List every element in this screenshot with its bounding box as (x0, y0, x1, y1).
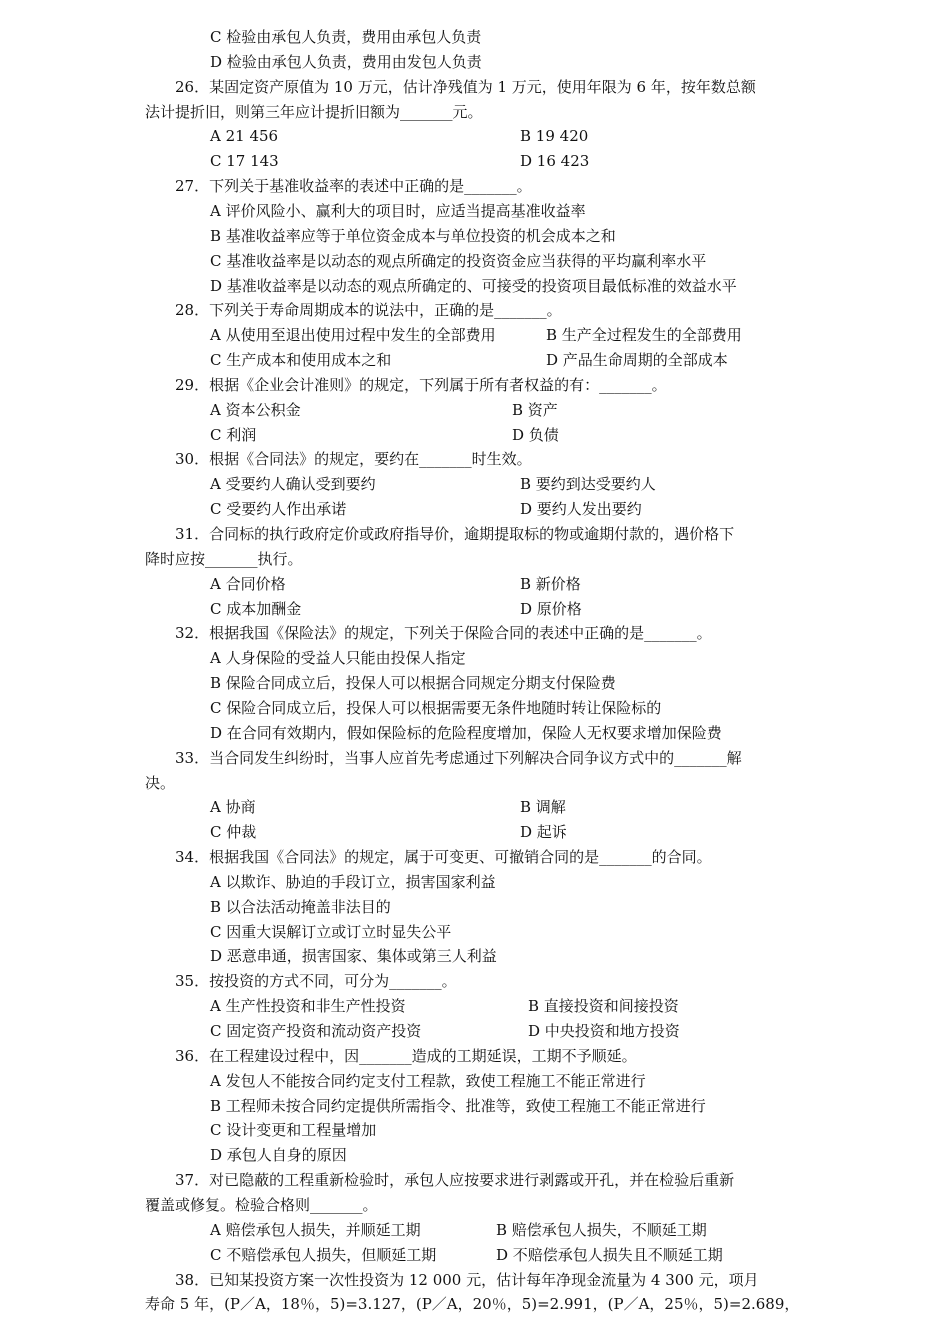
question-line: 32．根据我国《保险法》的规定，下列关于保险合同的表述中正确的是_______。 (175, 624, 712, 643)
option-line: D 基准收益率是以动态的观点所确定的、可接受的投资项目最低标准的效益水平 (210, 276, 737, 295)
option-line-right: D 不赔偿承包人损失且不顺延工期 (496, 1245, 723, 1264)
question-line: 34．根据我国《合同法》的规定，属于可变更、可撤销合同的是_______的合同。 (175, 848, 712, 867)
option-line: A 生产性投资和非生产性投资 (210, 997, 406, 1016)
option-line-right: B 生产全过程发生的全部费用 (546, 326, 742, 345)
question-line: 38．已知某投资方案一次性投资为 12 000 元，估计每年净现金流量为 4 300 元，项月 (175, 1270, 759, 1289)
option-line: A 受要约人确认受到要约 (210, 475, 376, 494)
option-line: C 利润 (210, 425, 257, 444)
question-line: 26．某固定资产原值为 10 万元，估计净残值为 1 万元，使用年限为 6 年，按年数总额 (175, 77, 756, 96)
option-line: B 以合法活动掩盖非法目的 (210, 897, 391, 916)
option-line-right: B 直接投资和间接投资 (528, 997, 679, 1016)
option-line: A 评价风险小、赢利大的项目时，应适当提高基准收益率 (210, 201, 586, 220)
option-line: A 协商 (210, 798, 256, 817)
option-line-right: D 起诉 (520, 823, 567, 842)
option-line: C 受要约人作出承诺 (210, 500, 347, 519)
option-line: D 承包人自身的原因 (210, 1146, 347, 1165)
option-line: A 赔偿承包人损失，并顺延工期 (210, 1220, 421, 1239)
option-line-right: B 调解 (520, 798, 566, 817)
question-line: 31．合同标的执行政府定价或政府指导价，逾期提取标的物或逾期付款的，遇价格下 (175, 525, 735, 543)
option-line: D 在合同有效期内，假如保险标的危险程度增加，保险人无权要求增加保险费 (210, 723, 722, 742)
option-line-right: B 赔偿承包人损失，不顺延工期 (496, 1220, 707, 1239)
option-line-right: B 新价格 (520, 574, 581, 593)
question-line: 29．根据《企业会计准则》的规定，下列属于所有者权益的有：_______。 (175, 375, 667, 394)
option-line: C 因重大误解订立或订立时显失公平 (210, 922, 452, 941)
question-line: 27．下列关于基准收益率的表述中正确的是_______。 (175, 177, 532, 196)
option-line: A 发包人不能按合同约定支付工程款，致使工程施工不能正常进行 (210, 1071, 646, 1090)
option-line: C 仲裁 (210, 823, 257, 842)
option-line-right: D 中央投资和地方投资 (528, 1022, 680, 1040)
question-line: 37．对已隐蔽的工程重新检验时，承包人应按要求进行剥露或开孔，并在检验后重新 (175, 1171, 735, 1190)
option-line-right: D 产品生命周期的全部成本 (546, 351, 728, 370)
option-line: D 恶意串通，损害国家、集体或第三人利益 (210, 947, 497, 966)
option-line-right: D 要约人发出要约 (520, 500, 642, 519)
option-line: C 不赔偿承包人损失，但顺延工期 (210, 1245, 437, 1264)
option-line: C 基准收益率是以动态的观点所确定的投资资金应当获得的平均赢利率水平 (210, 251, 707, 270)
option-line-right: D 16 423 (520, 152, 590, 171)
option-line: C 17 143 (210, 152, 279, 171)
option-line: A 21 456 (210, 127, 279, 146)
question-line: 33．当合同发生纠纷时，当事人应首先考虑通过下列解决合同争议方式中的_______解 (175, 748, 742, 767)
question-line: 覆盖或修复。检验合格则_______。 (145, 1195, 378, 1214)
question-line: 寿命 5 年，(P／A，18％，5)=3.127，(P／A，20％，5)=2.991，(P／A，25％，5)=2.689， (145, 1295, 800, 1314)
option-line: A 资本公积金 (210, 400, 301, 419)
option-line-right: D 负债 (512, 425, 559, 444)
option-line: C 生产成本和使用成本之和 (210, 351, 392, 370)
option-line: A 合同价格 (210, 574, 286, 593)
question-line: 30．根据《合同法》的规定，要约在_______时生效。 (175, 450, 532, 469)
option-line: B 保险合同成立后，投保人可以根据合同规定分期支付保险费 (210, 674, 616, 693)
option-line: C 固定资产投资和流动资产投资 (210, 1022, 422, 1040)
question-line: 法计提折旧，则第三年应计提折旧额为_______元。 (145, 102, 483, 121)
option-line: C 成本加酬金 (210, 599, 302, 618)
option-line: A 以欺诈、胁迫的手段订立，损害国家利益 (210, 872, 496, 891)
question-line: 降时应按_______执行。 (145, 549, 303, 568)
question-line: 35．按投资的方式不同，可分为_______。 (175, 972, 457, 991)
option-line: B 工程师未按合同约定提供所需指令、批准等，致使工程施工不能正常进行 (210, 1096, 706, 1115)
option-line-right: B 资产 (512, 400, 558, 419)
question-line: 28．下列关于寿命周期成本的说法中，正确的是_______。 (175, 301, 562, 320)
question-line: 36．在工程建设过程中，因_______造成的工期延误，工期不予顺延。 (175, 1046, 637, 1065)
option-line: C 设计变更和工程量增加 (210, 1121, 377, 1140)
option-line: C 检验由承包人负责，费用由承包人负责 (210, 28, 482, 46)
option-line: A 从使用至退出使用过程中发生的全部费用 (210, 326, 496, 345)
option-line: C 保险合同成立后，投保人可以根据需要无条件地随时转让保险标的 (210, 698, 662, 717)
option-line: D 检验由承包人负责，费用由发包人负责 (210, 52, 482, 71)
question-line: 决。 (145, 773, 176, 792)
option-line-right: B 19 420 (520, 127, 589, 146)
option-line: B 基准收益率应等于单位资金成本与单位投资的机会成本之和 (210, 226, 616, 245)
option-line-right: D 原价格 (520, 599, 582, 618)
option-line-right: B 要约到达受要约人 (520, 475, 656, 494)
option-line: A 人身保险的受益人只能由投保人指定 (210, 649, 466, 668)
